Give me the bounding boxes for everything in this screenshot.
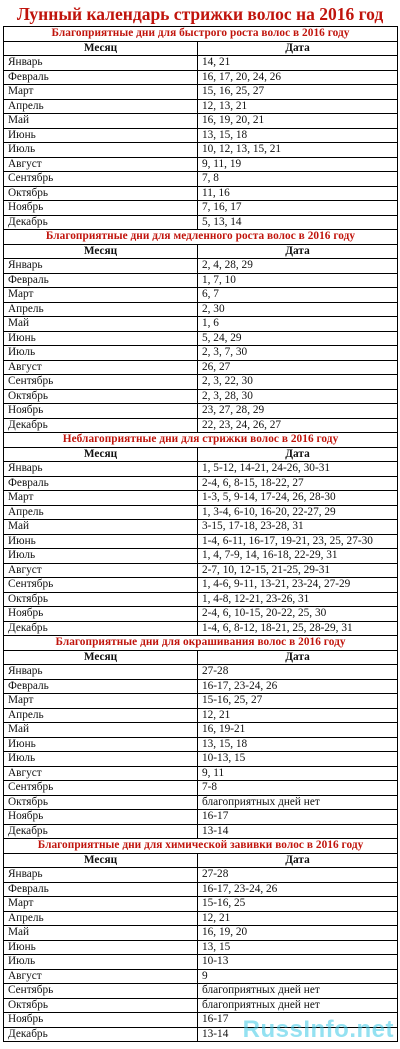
month-cell: Август [4,157,198,172]
month-column-header: Месяц [4,650,198,665]
dates-cell: 13-14 [198,1027,398,1042]
month-cell: Январь [4,868,198,883]
month-column-header: Месяц [4,41,198,56]
month-cell: Апрель [4,708,198,723]
dates-cell: 15-16, 25 [198,897,398,912]
table-row [4,621,398,636]
month-cell: Июль [4,143,198,158]
dates-cell: 27-28 [198,665,398,680]
column-header-row [4,650,398,665]
dates-cell: 9, 11 [198,766,398,781]
dates-cell: 2, 4, 28, 29 [198,259,398,274]
table-row [4,476,398,491]
table-row [4,679,398,694]
table-row [4,940,398,955]
dates-cell: 1, 7, 10 [198,273,398,288]
month-cell: Июнь [4,331,198,346]
dates-cell: 9, 11, 19 [198,157,398,172]
table-row [4,201,398,216]
calendar-table [3,26,398,1042]
month-cell: Июнь [4,737,198,752]
dates-cell: 22, 23, 24, 26, 27 [198,418,398,433]
month-cell: Март [4,694,198,709]
dates-cell: 2-4, 6, 10-15, 20-22, 25, 30 [198,607,398,622]
table-row [4,549,398,564]
month-column-header: Месяц [4,244,198,259]
table-row [4,578,398,593]
dates-cell: 13-14 [198,824,398,839]
dates-cell: 9 [198,969,398,984]
date-column-header: Дата [198,41,398,56]
dates-cell: 13, 15, 18 [198,128,398,143]
table-row [4,346,398,361]
month-cell: Сентябрь [4,172,198,187]
dates-cell: 16, 19, 20 [198,926,398,941]
dates-cell: 13, 15, 18 [198,737,398,752]
table-row [4,302,398,317]
dates-cell: благоприятных дней нет [198,795,398,810]
dates-cell: 26, 27 [198,360,398,375]
dates-cell: 12, 21 [198,708,398,723]
month-cell: Ноябрь [4,201,198,216]
table-row [4,897,398,912]
section-title: Благоприятные дни для быстрого роста волос в 2016 году [4,27,398,42]
month-cell: Январь [4,56,198,71]
dates-cell: 7, 8 [198,172,398,187]
dates-cell: 1, 4-6, 9-11, 13-21, 23-24, 27-29 [198,578,398,593]
table-row [4,1013,398,1028]
dates-cell: 2, 3, 7, 30 [198,346,398,361]
dates-cell: 16-17, 23-24, 26 [198,882,398,897]
month-cell: Апрель [4,911,198,926]
table-row [4,273,398,288]
table-row [4,810,398,825]
page-title: Лунный календарь стрижки волос на 2016 год [16,4,384,24]
table-row [4,70,398,85]
table-row [4,56,398,71]
dates-cell: 1, 4-8, 12-21, 23-26, 31 [198,592,398,607]
table-row [4,607,398,622]
dates-cell: 14, 21 [198,56,398,71]
dates-cell: 2-7, 10, 12-15, 21-25, 29-31 [198,563,398,578]
table-row [4,331,398,346]
month-cell: Август [4,969,198,984]
month-cell: Апрель [4,302,198,317]
table-row [4,708,398,723]
table-row [4,114,398,129]
month-cell: Октябрь [4,186,198,201]
table-row [4,491,398,506]
table-row [4,259,398,274]
dates-cell: 10, 12, 13, 15, 21 [198,143,398,158]
month-cell: Январь [4,462,198,477]
dates-cell: 1, 3-4, 6-10, 16-20, 22-27, 29 [198,505,398,520]
dates-cell: 16-17 [198,810,398,825]
table-row [4,1027,398,1042]
table-row [4,882,398,897]
dates-cell: благоприятных дней нет [198,984,398,999]
table-row [4,795,398,810]
table-row [4,288,398,303]
table-row [4,317,398,332]
month-cell: Июнь [4,940,198,955]
month-cell: Сентябрь [4,984,198,999]
month-cell: Февраль [4,882,198,897]
date-column-header: Дата [198,853,398,868]
table-row [4,955,398,970]
month-column-header: Месяц [4,447,198,462]
table-row [4,534,398,549]
dates-cell: 12, 13, 21 [198,99,398,114]
dates-cell: 1-4, 6, 8-12, 18-21, 25, 28-29, 31 [198,621,398,636]
table-row [4,360,398,375]
table-row [4,998,398,1013]
table-row [4,172,398,187]
month-cell: Декабрь [4,1027,198,1042]
table-row [4,926,398,941]
month-column-header: Месяц [4,853,198,868]
month-cell: Октябрь [4,795,198,810]
month-cell: Март [4,897,198,912]
table-row [4,505,398,520]
dates-cell: 3-15, 17-18, 23-28, 31 [198,520,398,535]
table-row [4,723,398,738]
month-cell: Ноябрь [4,404,198,419]
month-cell: Октябрь [4,998,198,1013]
table-body [4,27,398,1042]
dates-cell: 16, 17, 20, 24, 26 [198,70,398,85]
date-column-header: Дата [198,447,398,462]
month-cell: Февраль [4,70,198,85]
dates-cell: 27-28 [198,868,398,883]
month-cell: Ноябрь [4,810,198,825]
table-row [4,563,398,578]
month-cell: Май [4,723,198,738]
calendar-page [3,2,397,1042]
dates-cell: 16, 19, 20, 21 [198,114,398,129]
dates-cell: 1, 6 [198,317,398,332]
dates-cell: 2, 3, 22, 30 [198,375,398,390]
month-cell: Февраль [4,476,198,491]
table-row [4,128,398,143]
month-cell: Ноябрь [4,1013,198,1028]
table-row [4,418,398,433]
month-cell: Март [4,491,198,506]
dates-cell: 15, 16, 25, 27 [198,85,398,100]
month-cell: Март [4,85,198,100]
table-row [4,737,398,752]
dates-cell: 10-13, 15 [198,752,398,767]
dates-cell: 16, 19-21 [198,723,398,738]
table-row [4,143,398,158]
column-header-row [4,244,398,259]
month-cell: Май [4,520,198,535]
table-row [4,694,398,709]
section-title: Благоприятные дни для химической завивки волос в 2016 году [4,839,398,854]
table-row [4,824,398,839]
table-row [4,85,398,100]
column-header-row [4,853,398,868]
dates-cell: 23, 27, 28, 29 [198,404,398,419]
month-cell: Июль [4,752,198,767]
dates-cell: 1, 4, 7-9, 14, 16-18, 22-29, 31 [198,549,398,564]
month-cell: Август [4,360,198,375]
table-row [4,969,398,984]
month-cell: Декабрь [4,621,198,636]
dates-cell: 1, 5-12, 14-21, 24-26, 30-31 [198,462,398,477]
table-row [4,375,398,390]
dates-cell: 7, 16, 17 [198,201,398,216]
table-row [4,911,398,926]
section-title-row [4,230,398,245]
dates-cell: 2, 30 [198,302,398,317]
section-title-row [4,636,398,651]
month-cell: Ноябрь [4,607,198,622]
dates-cell: 11, 16 [198,186,398,201]
dates-cell: 7-8 [198,781,398,796]
month-cell: Май [4,114,198,129]
month-cell: Июль [4,346,198,361]
dates-cell: благоприятных дней нет [198,998,398,1013]
column-header-row [4,41,398,56]
month-cell: Январь [4,259,198,274]
table-row [4,766,398,781]
dates-cell: 10-13 [198,955,398,970]
table-row [4,868,398,883]
section-title: Благоприятные дни для окрашивания волос в 2016 году [4,636,398,651]
dates-cell: 5, 13, 14 [198,215,398,230]
table-row [4,157,398,172]
month-cell: Октябрь [4,389,198,404]
dates-cell: 5, 24, 29 [198,331,398,346]
dates-cell: 1-3, 5, 9-14, 17-24, 26, 28-30 [198,491,398,506]
dates-cell: 2, 3, 28, 30 [198,389,398,404]
month-cell: Июнь [4,534,198,549]
table-row [4,665,398,680]
table-row [4,99,398,114]
dates-cell: 13, 15 [198,940,398,955]
month-cell: Октябрь [4,592,198,607]
table-row [4,462,398,477]
month-cell: Март [4,288,198,303]
month-cell: Февраль [4,679,198,694]
month-cell: Сентябрь [4,578,198,593]
table-row [4,520,398,535]
dates-cell: 12, 21 [198,911,398,926]
month-cell: Июль [4,549,198,564]
table-row [4,215,398,230]
table-row [4,592,398,607]
month-cell: Сентябрь [4,375,198,390]
section-title-row [4,27,398,42]
month-cell: Июль [4,955,198,970]
dates-cell: 16-17 [198,1013,398,1028]
month-cell: Май [4,317,198,332]
table-row [4,404,398,419]
month-cell: Январь [4,665,198,680]
section-title-row [4,433,398,448]
watermark: RussInfo.net [242,1016,394,1043]
dates-cell: 6, 7 [198,288,398,303]
table-row [4,389,398,404]
dates-cell: 1-4, 6-11, 16-17, 19-21, 23, 25, 27-30 [198,534,398,549]
dates-cell: 2-4, 6, 8-15, 18-22, 27 [198,476,398,491]
section-title: Благоприятные дни для медленного роста волос в 2016 году [4,230,398,245]
dates-cell: 16-17, 23-24, 26 [198,679,398,694]
section-title-row [4,839,398,854]
table-row [4,984,398,999]
column-header-row [4,447,398,462]
dates-cell: 15-16, 25, 27 [198,694,398,709]
month-cell: Апрель [4,505,198,520]
section-title: Неблагоприятные дни для стрижки волос в 2016 году [4,433,398,448]
month-cell: Май [4,926,198,941]
month-cell: Апрель [4,99,198,114]
month-cell: Декабрь [4,824,198,839]
month-cell: Август [4,766,198,781]
table-row [4,186,398,201]
table-row [4,752,398,767]
month-cell: Август [4,563,198,578]
month-cell: Сентябрь [4,781,198,796]
month-cell: Декабрь [4,418,198,433]
month-cell: Июнь [4,128,198,143]
month-cell: Декабрь [4,215,198,230]
table-row [4,781,398,796]
date-column-header: Дата [198,650,398,665]
month-cell: Февраль [4,273,198,288]
date-column-header: Дата [198,244,398,259]
